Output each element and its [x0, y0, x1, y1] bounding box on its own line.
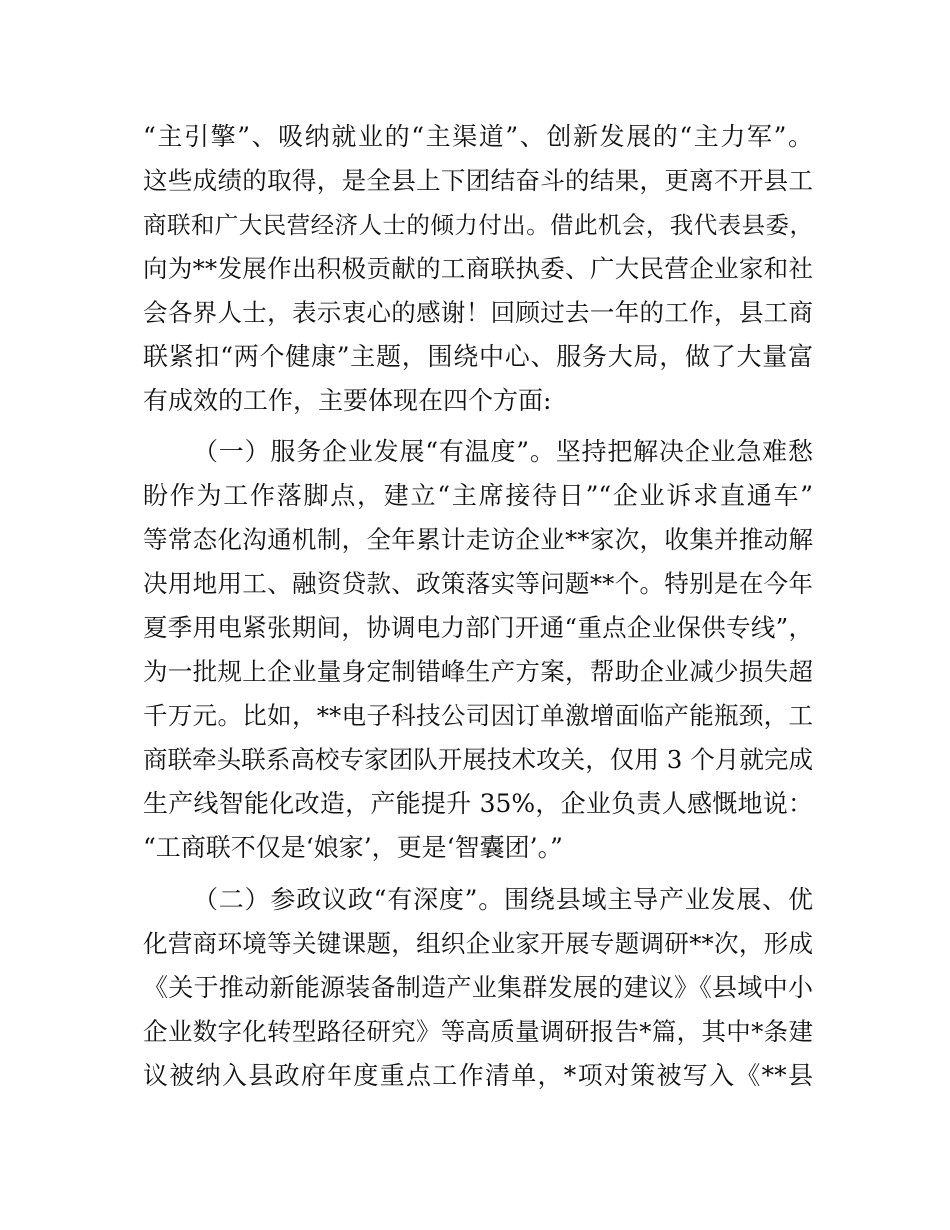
text-line: 千万元。比如，**电子科技公司因订单激增面临产能瓶颈，工	[143, 701, 813, 730]
text-line: “主引擎”、吸纳就业的“主渠道”、创新发展的“主力军”。	[143, 122, 813, 151]
text-line: 向为**发展作出积极贡献的工商联执委、广大民营企业家和社	[143, 254, 813, 283]
text-line: 商联牵头联系高校专家团队开展技术攻关，仅用 3 个月就完成	[143, 745, 813, 774]
text-line: 商联和广大民营经济人士的倾力付出。借此机会，我代表县委，	[143, 211, 813, 239]
text-line: 有成效的工作，主要体现在四个方面:	[143, 386, 552, 415]
text-line: 《关于推动新能源装备制造产业集群发展的建议》《县域中小	[143, 973, 813, 1002]
text-line: 企业数字化转型路径研究》等高质量调研报告*篇，其中*条建	[143, 1017, 813, 1046]
text-line: 这些成绩的取得，是全县上下团结奋斗的结果，更离不开县工	[143, 166, 813, 195]
text-line: 生产线智能化改造，产能提升 35%，企业负责人感慨地说：	[143, 789, 813, 818]
text-line: 为一批规上企业量身定制错峰生产方案，帮助企业减少损失超	[143, 657, 813, 686]
text-line: 议被纳入县政府年度重点工作清单，*项对策被写入《**县	[143, 1061, 813, 1090]
text-line: 会各界人士，表示衷心的感谢！回顾过去一年的工作，县工商	[143, 298, 813, 327]
text-line: 决用地用工、融资贷款、政策落实等问题**个。特别是在今年	[143, 569, 813, 598]
text-line: 等常态化沟通机制，全年累计走访企业**家次，收集并推动解	[143, 525, 813, 554]
text-line: 盼作为工作落脚点，建立“主席接待日”“企业诉求直通车”	[143, 481, 813, 510]
text-line: 化营商环境等关键课题，组织企业家开展专题调研**次，形成	[143, 929, 813, 958]
text-line: 夏季用电紧张期间，协调电力部门开通“重点企业保供专线”，	[143, 613, 813, 642]
text-line: “工商联不仅是‘娘家’，更是‘智囊团’。”	[143, 833, 563, 862]
section-heading-line: （一）服务企业发展“有温度”。坚持把解决企业急难愁	[193, 437, 813, 466]
section-heading-line: （二）参政议政“有深度”。围绕县域主导产业发展、优	[193, 885, 813, 914]
text-line: 联紧扣“两个健康”主题，围绕中心、服务大局，做了大量富	[143, 342, 813, 371]
